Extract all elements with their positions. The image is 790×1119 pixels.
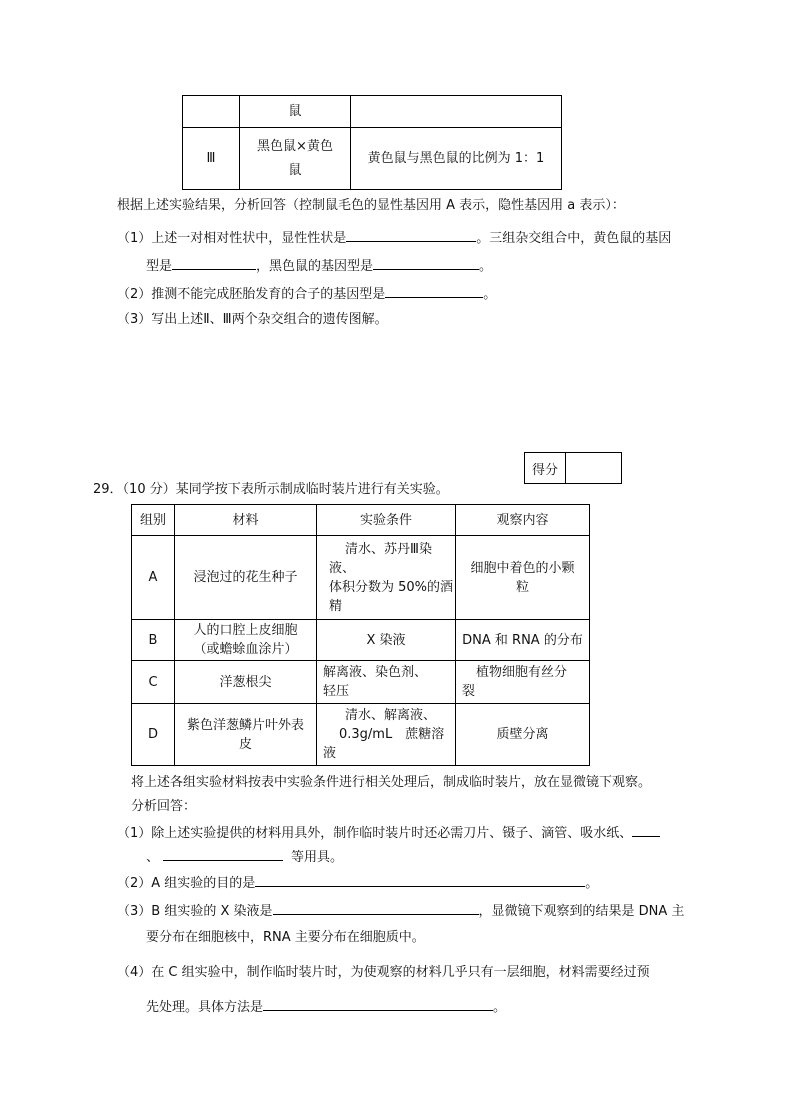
table-row (132, 536, 590, 620)
q29-question-1: （1）除上述实验提供的材料用具外，制作临时装片时还必需刀片、镊子、滴管、吸水纸、 (117, 822, 660, 844)
table-cell: Ⅲ (183, 128, 240, 190)
table-cell (317, 661, 456, 704)
cell-line: 液、 (329, 560, 356, 576)
table-cell (240, 128, 351, 190)
answer-blank[interactable] (632, 822, 660, 837)
score-value[interactable] (566, 453, 621, 483)
table-genetics-continued (182, 95, 562, 190)
score-box (524, 452, 622, 484)
table-header: 实验条件 (317, 505, 456, 536)
q29-question-3-line2: 要分布在细胞核中，RNA 主要分布在细胞质中。 (146, 930, 425, 945)
table-cell (317, 536, 456, 620)
table-row (132, 620, 590, 661)
cell-line: 0.3g/mL 蔗糖溶 (339, 727, 445, 742)
table-cell: 浸泡过的花生种子 (175, 536, 317, 620)
answer-blank[interactable] (255, 872, 585, 887)
cell-line: 精 (329, 598, 343, 614)
table-row (132, 661, 590, 704)
table-cell: D (132, 704, 175, 766)
cell-line: 紫色洋葱鳞片叶外表 (186, 717, 304, 733)
cell-line: 体积分数为 50%的酒 (329, 579, 454, 595)
table-cell (317, 704, 456, 766)
answer-blank[interactable] (385, 283, 483, 298)
q29-question-3: （3）B 组实验的 X 染液是 ，显微镜下观察到的结果是 DNA 主 (117, 900, 684, 922)
answer-blank[interactable] (346, 227, 476, 242)
table-cell: DNA 和 RNA 的分布 (456, 620, 590, 661)
table-cell (175, 704, 317, 766)
answer-blank[interactable] (273, 900, 479, 915)
table-cell: C (132, 661, 175, 704)
cell-line: 液 (323, 746, 337, 761)
q29-instruction: 将上述各组实验材料按表中实验条件进行相关处理后，制成临时装片，放在显微镜下观察。 (131, 775, 652, 790)
table-cell: 洋葱根尖 (175, 661, 317, 704)
table-cell: 黄色鼠与黑色鼠的比例为 1：1 (351, 128, 562, 190)
q29-question-1-line2: 、 等用具。 (146, 846, 343, 868)
q28-question-1-line2: 型是 ，黑色鼠的基因型是 。 (146, 255, 492, 277)
table-header: 观察内容 (456, 505, 590, 536)
cell-line: 人的口腔上皮细胞 (193, 623, 298, 638)
q29-analysis-label: 分析回答： (131, 799, 197, 814)
cell-line: 解离液、染色剂、 (323, 665, 428, 680)
q29-question-4: （4）在 C 组实验中，制作临时装片时，为使观察的材料几乎只有一层细胞，材料需要经过预 (117, 965, 650, 980)
table-cell: 质壁分离 (456, 704, 590, 766)
q29-question-4-line2: 先处理。具体方法是 。 (146, 996, 506, 1018)
q29-title: 29．（10 分）某同学按下表所示制成临时装片进行有关实验。 (93, 482, 449, 497)
answer-blank[interactable] (172, 255, 256, 270)
q28-intro: 根据上述实验结果，分析回答（控制鼠毛色的显性基因用 A 表示，隐性基因用 a 表示）： (117, 198, 625, 213)
cell-line: （或蟾蜍血涂片） (193, 642, 298, 657)
answer-blank[interactable] (163, 846, 283, 861)
q28-question-2: （2）推测不能完成胚胎发育的合子的基因型是 。 (117, 283, 496, 305)
table-cell: 鼠 (240, 96, 351, 128)
cell-line: 裂 (462, 684, 476, 699)
table-header: 材料 (175, 505, 317, 536)
table-cell (456, 661, 590, 704)
table-cell (183, 96, 240, 128)
cell-line: 植物细胞有丝分 (476, 665, 568, 680)
score-label: 得分 (525, 453, 566, 483)
table-cell: 细胞中着色的小颗粒 (456, 536, 590, 620)
table-cell: X 染液 (317, 620, 456, 661)
q28-question-1: （1）上述一对相对性状中，显性性状是 。三组杂交组合中，黄色鼠的基因 (117, 227, 671, 249)
cell-line: 黑色鼠×黄色 (257, 138, 333, 154)
table-experiments (131, 504, 590, 766)
q28-question-3: （3）写出上述Ⅱ、Ⅲ两个杂交组合的遗传图解。 (117, 312, 388, 327)
cell-line: 鼠 (288, 162, 302, 178)
cell-line: 皮 (238, 736, 252, 752)
table-cell (351, 96, 562, 128)
table-row (132, 704, 590, 766)
answer-blank[interactable] (263, 996, 493, 1011)
table-cell: A (132, 536, 175, 620)
cell-line: 轻压 (323, 684, 350, 699)
table-header: 组别 (132, 505, 175, 536)
cell-line: 清水、苏丹Ⅲ染 (345, 541, 432, 557)
q29-question-2: （2）A 组实验的目的是 。 (117, 872, 598, 894)
answer-blank[interactable] (373, 255, 479, 270)
table-cell (175, 620, 317, 661)
cell-line: 清水、解离液、 (345, 708, 437, 723)
table-cell: B (132, 620, 175, 661)
